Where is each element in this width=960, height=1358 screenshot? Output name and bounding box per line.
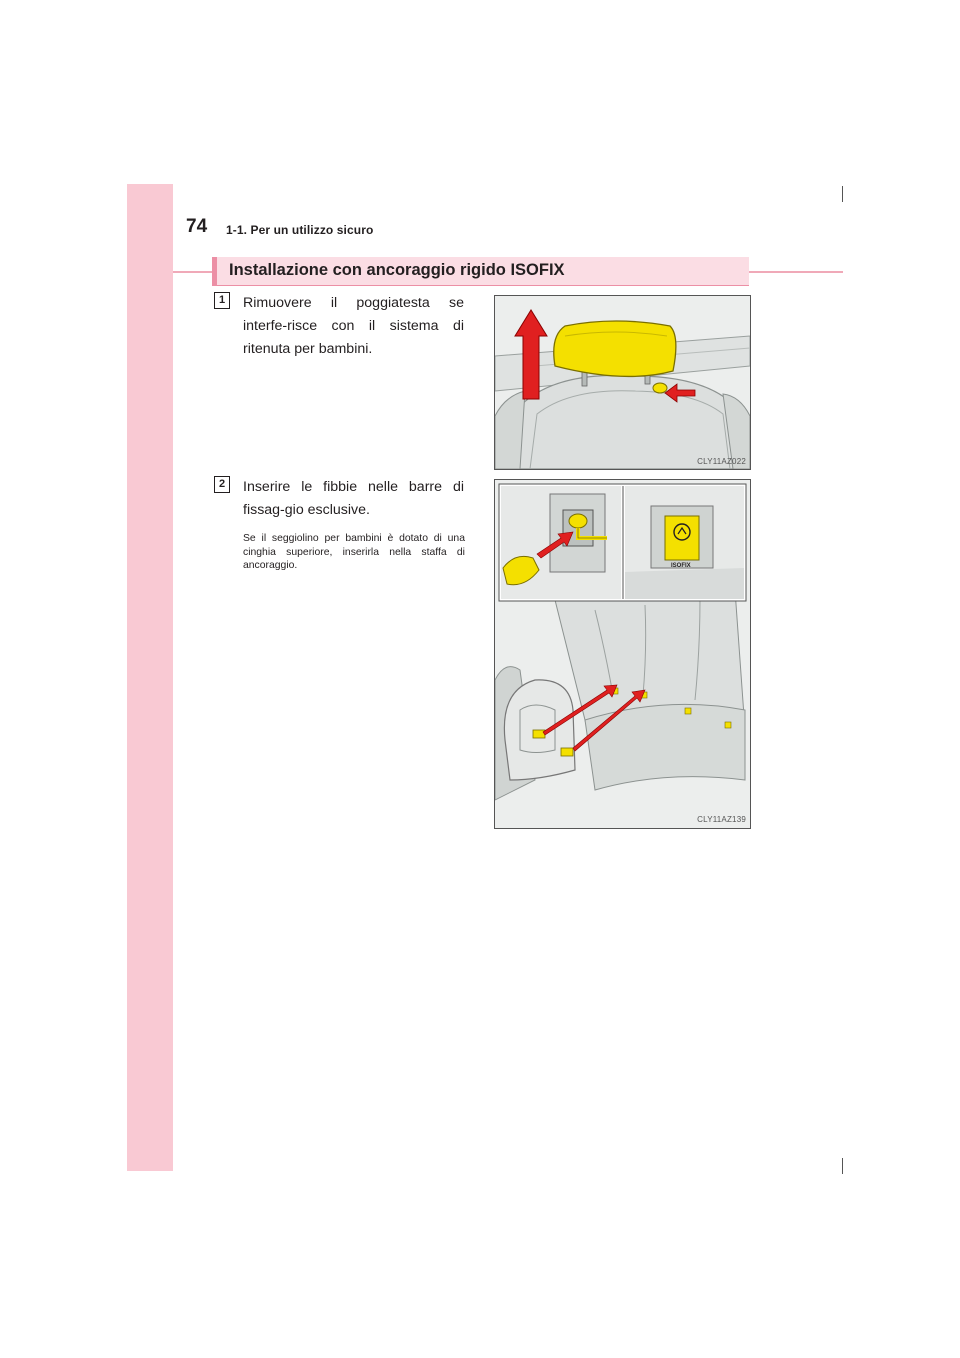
- step-2-note: Se il seggiolino per bambini è dotato di una cinghia superiore, inserirla nella staffa di ancoraggio.: [243, 533, 465, 571]
- section-title: Installazione con ancoraggio rigido ISOFIX: [229, 261, 565, 279]
- side-color-band: [127, 184, 173, 1171]
- step-2-badge: 2: [214, 476, 230, 493]
- figure-headrest-removal: [494, 295, 751, 470]
- step-1-text: Rimuovere il poggiatesta se interfe-risce con il sistema di ritenuta per bambini.: [243, 295, 464, 357]
- crop-mark-top: [842, 186, 843, 202]
- section-rule: [212, 285, 749, 286]
- step-1-badge: 1: [214, 292, 230, 309]
- figure-1-code: CLY11AZ022: [697, 457, 746, 466]
- figure-isofix-installation: [494, 479, 751, 829]
- isofix-label: ISOFIX: [671, 563, 691, 569]
- figure-2-code: CLY11AZ139: [697, 815, 746, 824]
- headrest-illustration: [495, 296, 750, 469]
- section-header: [212, 257, 749, 285]
- isofix-illustration: [495, 480, 750, 828]
- running-head: 1-1. Per un utilizzo sicuro: [226, 223, 374, 237]
- crop-mark-bottom: [842, 1158, 843, 1174]
- page-number: 74: [186, 216, 208, 237]
- step-2-text: Inserire le fibbie nelle barre di fissag-gio esclusive.: [243, 479, 464, 518]
